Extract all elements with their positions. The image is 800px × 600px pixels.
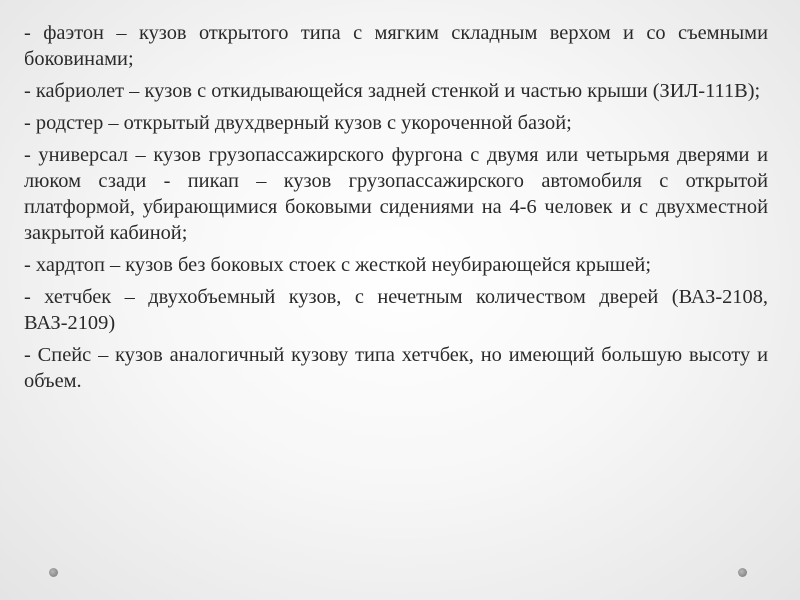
corner-dot-icon-left bbox=[49, 568, 58, 577]
paragraph-hatchback: - хетчбек – двухобъемный кузов, с нечетным количеством дверей (ВАЗ-2108, ВАЗ-2109) bbox=[24, 286, 768, 334]
paragraph-roadster: - родстер – открытый двухдверный кузов с укороченной базой; bbox=[24, 112, 572, 134]
paragraph-phaeton: - фаэтон – кузов открытого типа с мягким складным верхом и со съемными боковинами; bbox=[24, 22, 768, 70]
paragraph-universal: - универсал – кузов грузопассажирского фургона с двумя или четырьмя дверями и люком сзади - пикап – кузов грузопассажирского автомобиля с открытой платформой, убирающимися боковыми сидениями на 4-6 человек и с двухместной закрытой кабиной; bbox=[24, 144, 768, 244]
paragraph-cabriolet: - кабриолет – кузов с откидывающейся задней стенкой и частью крыши (ЗИЛ-111В); bbox=[24, 80, 761, 102]
slide-body bbox=[24, 20, 768, 400]
corner-dot-icon-right bbox=[738, 568, 747, 577]
paragraph-space: - Спейс – кузов аналогичный кузову типа хетчбек, но имеющий большую высоту и объем. bbox=[24, 344, 768, 392]
paragraph-hardtop: - хардтоп – кузов без боковых стоек с жесткой неубирающейся крышей; bbox=[24, 254, 652, 276]
